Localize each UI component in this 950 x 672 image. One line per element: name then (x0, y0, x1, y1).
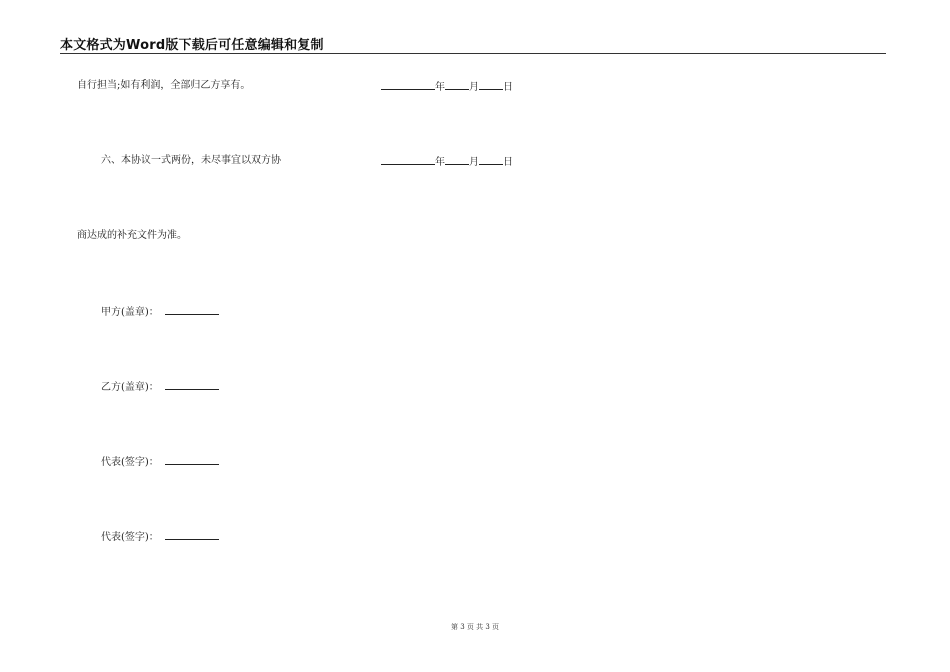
party-b-blank (165, 380, 219, 390)
year-blank (381, 155, 435, 165)
date-line-2 (381, 155, 513, 169)
date-line-1 (381, 80, 513, 94)
rep-1-label: 代表(签字)： (101, 457, 159, 468)
signature-party-a (101, 305, 219, 319)
month-blank (445, 80, 469, 90)
clause-line-1: 自行担当;如有利润，全部归乙方享有。 (77, 80, 251, 91)
clause-line-3: 商达成的补充文件为准。 (77, 230, 187, 241)
year-label: 年 (435, 82, 445, 93)
month-blank (445, 155, 469, 165)
party-a-blank (165, 305, 219, 315)
month-label: 月 (469, 82, 479, 93)
day-blank (479, 80, 503, 90)
year-blank (381, 80, 435, 90)
day-blank (479, 155, 503, 165)
signature-party-b (101, 380, 219, 394)
day-label: 日 (503, 82, 513, 93)
page-footer: 第 3 页 共 3 页 (450, 623, 500, 631)
year-label: 年 (435, 157, 445, 168)
signature-rep-1 (101, 455, 219, 469)
party-a-label: 甲方(盖章)： (101, 307, 159, 318)
header-title: 本文格式为Word版下载后可任意编辑和复制 (60, 38, 324, 53)
month-label: 月 (469, 157, 479, 168)
rep-2-blank (165, 530, 219, 540)
rep-2-label: 代表(签字)： (101, 532, 159, 543)
page-header (60, 34, 886, 54)
clause-line-2: 六、本协议一式两份，未尽事宜以双方协 (101, 155, 281, 166)
rep-1-blank (165, 455, 219, 465)
signature-rep-2 (101, 530, 219, 544)
party-b-label: 乙方(盖章)： (101, 382, 159, 393)
day-label: 日 (503, 157, 513, 168)
